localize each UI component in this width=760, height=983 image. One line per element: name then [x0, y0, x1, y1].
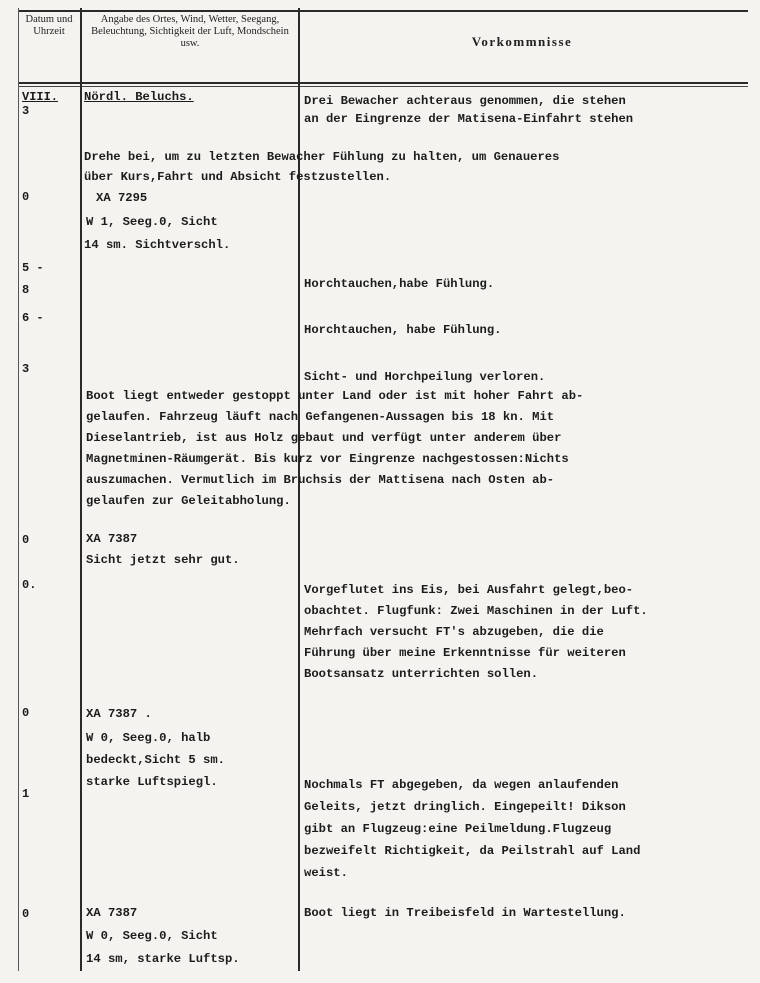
location-line-4: 14 sm. Sichtverschl. — [84, 238, 231, 252]
header-vorkommnisse: Vorkommnisse — [471, 34, 573, 49]
event-line-14: Vorgeflutet ins Eis, bei Ausfahrt gelegt,beo- — [304, 583, 634, 597]
header-rule-thin — [18, 86, 748, 87]
location-line-12: W 0, Seeg.0, Sicht — [86, 929, 218, 943]
time-entry: 6 - — [22, 311, 44, 325]
location-line-10: starke Luftspiegl. — [86, 775, 218, 789]
time-entry: 8 — [22, 283, 30, 297]
event-line-24: Boot liegt in Treibeisfeld in Wartestellung. — [304, 906, 626, 920]
location-line-3: W 1, Seeg.0, Sicht — [86, 215, 218, 229]
location-line-11: XA 7387 — [86, 906, 138, 920]
event-line-3: Drehe bei, um zu letzten Bewacher Fühlung zu halten, um Genaueres — [84, 150, 560, 164]
event-line-9: gelaufen. Fahrzeug läuft nach Gefangenen-Aussagen bis 18 kn. Mit — [86, 410, 555, 424]
location-line-1: Nördl. Beluchs. — [84, 90, 194, 104]
event-line-11: Magnetminen-Räumgerät. Bis kurz vor Eingrenze nachgestossen:Nichts — [86, 452, 569, 466]
time-entry: 5 - — [22, 261, 44, 275]
header-datum: Datum und Uhrzeit — [25, 14, 73, 37]
location-line-7: XA 7387 . — [86, 707, 152, 721]
event-line-7: Sicht- und Horchpeilung verloren. — [304, 370, 546, 384]
event-line-21: gibt an Flugzeug:eine Peilmeldung.Flugzeug — [304, 822, 612, 836]
time-entry: 0. — [22, 578, 37, 592]
event-line-18: Bootsansatz unterrichten sollen. — [304, 667, 539, 681]
event-line-15: obachtet. Flugfunk: Zwei Maschinen in der Luft. — [304, 604, 648, 618]
event-line-13: gelaufen zur Geleitabholung. — [86, 494, 291, 508]
event-line-12: auszumachen. Vermutlich im Bruchsis der Mattisena nach Osten ab- — [86, 473, 555, 487]
time-entry: 0 — [22, 190, 30, 204]
left-rule — [18, 8, 19, 971]
time-entry: VIII. — [22, 90, 59, 104]
event-line-6: Horchtauchen, habe Fühlung. — [304, 323, 502, 337]
event-line-10: Dieselantrieb, ist aus Holz gebaut und verfügt unter anderem über — [86, 431, 562, 445]
top-rule — [18, 10, 748, 12]
location-line-5: XA 7387 — [86, 532, 138, 546]
location-line-13: 14 sm, starke Luftsp. — [86, 952, 240, 966]
header-rule — [18, 82, 748, 84]
event-line-17: Führung über meine Erkenntnisse für weiteren — [304, 646, 626, 660]
time-entry: 0 — [22, 706, 30, 720]
location-line-6: Sicht jetzt sehr gut. — [86, 553, 240, 567]
time-entry: 1 — [22, 787, 30, 801]
event-line-2: an der Eingrenze der Matisena-Einfahrt stehen — [304, 112, 634, 126]
column-rule-1 — [80, 8, 82, 971]
time-entry: 3 — [22, 104, 30, 118]
location-line-2: XA 7295 — [96, 191, 148, 205]
event-line-20: Geleits, jetzt dringlich. Eingepeilt! Dikson — [304, 800, 626, 814]
time-entry: 0 — [22, 907, 30, 921]
event-line-4: über Kurs,Fahrt und Absicht festzustellen. — [84, 170, 392, 184]
location-line-9: bedeckt,Sicht 5 sm. — [86, 753, 225, 767]
event-line-22: bezweifelt Richtigkeit, da Peilstrahl auf Land — [304, 844, 641, 858]
event-line-19: Nochmals FT abgegeben, da wegen anlaufenden — [304, 778, 619, 792]
header-ort: Angabe des Ortes, Wind, Wetter, Seegang, Beleuchtung, Sichtigkeit der Luft, Mondschein usw. — [91, 14, 289, 49]
event-line-23: weist. — [304, 866, 348, 880]
event-line-5: Horchtauchen,habe Fühlung. — [304, 277, 495, 291]
event-line-1: Drei Bewacher achteraus genommen, die stehen — [304, 94, 626, 108]
event-line-8: Boot liegt entweder gestoppt unter Land oder ist mit hoher Fahrt ab- — [86, 389, 584, 403]
time-entry: 3 — [22, 362, 30, 376]
time-entry: 0 — [22, 533, 30, 547]
event-line-16: Mehrfach versucht FT's abzugeben, die die — [304, 625, 604, 639]
location-line-8: W 0, Seeg.0, halb — [86, 731, 211, 745]
